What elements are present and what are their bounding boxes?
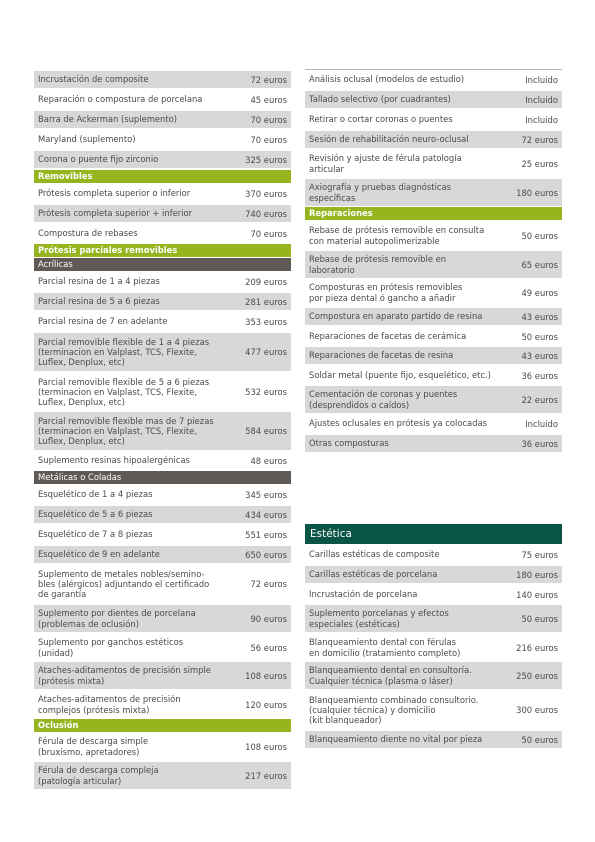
treatment-label: Reparación o compostura de porcelana [38, 94, 203, 105]
treatment-price: 370 euros [245, 188, 287, 199]
treatment-price: 72 euros [521, 134, 558, 145]
treatment-label: Tallado selectivo (por cuadrantes) [309, 94, 451, 105]
price-row [34, 412, 291, 450]
treatment-price: 25 euros [521, 158, 558, 169]
treatment-price: Incluido [525, 418, 558, 429]
treatment-label: Carillas estéticas de composite [309, 549, 440, 560]
price-row [34, 273, 291, 290]
price-row [305, 222, 562, 249]
treatment-price: Incluido [525, 114, 558, 125]
treatment-price: 108 euros [245, 670, 287, 681]
treatment-price: 50 euros [521, 734, 558, 745]
price-row [34, 526, 291, 543]
treatment-label: Parcial removible flexible mas de 7 piezas (terminacion en Valplast, TCS, Flexite, Luflex, Denplux, etc) [38, 415, 214, 447]
treatment-price: 584 euros [245, 426, 287, 436]
treatment-price: 740 euros [245, 208, 287, 219]
treatment-label: Parcial removible flexible de 5 a 6 piezas (terminacion en Valplast, TCS, Flexite, Luflex, Denplux, etc) [38, 376, 210, 408]
treatment-price: 281 euros [245, 296, 287, 307]
price-row [305, 566, 562, 583]
price-row [305, 691, 562, 729]
treatment-price: 180 euros [516, 569, 558, 580]
price-row [305, 586, 562, 603]
treatment-label: Esquelético de 7 a 8 piezas [38, 529, 153, 540]
price-row [34, 151, 291, 168]
treatment-price: 70 euros [250, 114, 287, 125]
treatment-price: 45 euros [250, 94, 287, 105]
treatment-price: 43 euros [521, 311, 558, 322]
treatment-label: Esquelético de 1 a 4 piezas [38, 489, 153, 500]
price-row [34, 486, 291, 503]
section-header: Prótesis parciales removibles [34, 244, 291, 257]
price-row [34, 71, 291, 88]
treatment-label: Blanqueamiento dental con férulas en domicilio (tratamiento completo) [309, 637, 461, 658]
price-row [305, 546, 562, 563]
treatment-price: 353 euros [245, 316, 287, 327]
price-row [34, 333, 291, 371]
treatment-label: Parcial resina de 7 en adelante [38, 316, 168, 327]
treatment-price: 477 euros [245, 347, 287, 357]
price-row [34, 605, 291, 632]
treatment-label: Parcial resina de 1 a 4 piezas [38, 276, 160, 287]
price-row [305, 71, 562, 88]
price-row [305, 386, 562, 413]
treatment-price: 434 euros [245, 509, 287, 520]
treatment-price: 48 euros [250, 455, 287, 466]
treatment-label: Suplemento resinas hipoalergénicas [38, 455, 190, 466]
treatment-label: Esquelético de 5 a 6 piezas [38, 509, 153, 520]
treatment-price: 49 euros [521, 287, 558, 298]
treatment-label: Prótesis completa superior + inferior [38, 208, 193, 219]
price-row [305, 415, 562, 432]
treatment-price: 300 euros [516, 705, 558, 715]
section-header: Oclusión [34, 719, 291, 732]
price-row [34, 205, 291, 222]
treatment-price: 180 euros [516, 187, 558, 198]
treatment-price: 36 euros [521, 438, 558, 449]
section-header: Removibles [34, 170, 291, 183]
treatment-price: 65 euros [521, 259, 558, 270]
treatment-label: Ajustes oclusales en prótesis ya colocadas [309, 418, 488, 429]
price-row [305, 91, 562, 108]
treatment-price: 22 euros [521, 394, 558, 405]
treatment-label: Férula de descarga simple (bruxismo, apretadores) [38, 736, 149, 757]
treatment-label: Prótesis completa superior o inferior [38, 188, 191, 199]
price-row [305, 367, 562, 384]
treatment-price: 108 euros [245, 741, 287, 752]
treatment-label: Barra de Ackerman (suplemento) [38, 114, 178, 125]
treatment-price: 43 euros [521, 350, 558, 361]
treatment-label: Incrustación de porcelana [309, 589, 418, 600]
treatment-label: Cementación de coronas y puentes (desprendidos o caídos) [309, 389, 458, 410]
treatment-price: 72 euros [250, 579, 287, 589]
price-row [305, 279, 562, 306]
treatment-price: Incluido [525, 74, 558, 85]
subsection-header: Acrílicas [34, 258, 291, 271]
price-row [34, 313, 291, 330]
treatment-label: Suplemento por ganchos estéticos (unidad) [38, 637, 184, 658]
price-row [305, 435, 562, 452]
treatment-price: 50 euros [521, 331, 558, 342]
price-row [305, 251, 562, 278]
price-row [34, 506, 291, 523]
top-divider [305, 69, 562, 70]
price-row [34, 131, 291, 148]
price-row [34, 733, 291, 760]
treatment-price: 56 euros [250, 642, 287, 653]
price-row [34, 91, 291, 108]
treatment-price: 551 euros [245, 529, 287, 540]
treatment-price: 50 euros [521, 613, 558, 624]
treatment-price: 70 euros [250, 134, 287, 145]
treatment-price: 50 euros [521, 230, 558, 241]
treatment-price: 72 euros [250, 74, 287, 85]
section-header: Reparaciones [305, 207, 562, 220]
treatment-price: 120 euros [245, 699, 287, 710]
treatment-price: 209 euros [245, 276, 287, 287]
treatment-label: Blanqueamiento dental en consultoría. Cualquier técnica (plasma o láser) [309, 665, 472, 686]
treatment-label: Parcial removible flexible de 1 a 4 piezas (terminacion en Valplast, TCS, Flexite, Luflex, Denplux, etc) [38, 336, 210, 368]
treatment-label: Corona o puente fijo zirconio [38, 154, 159, 165]
treatment-price: 345 euros [245, 489, 287, 500]
section-header: Estética [305, 524, 562, 544]
treatment-label: Otras composturas [309, 438, 389, 449]
price-row [34, 452, 291, 469]
treatment-label: Ataches-aditamentos de precisión simple (prótesis mixta) [38, 665, 211, 686]
treatment-label: Suplemento porcelanas y efectos especiales (estéticas) [309, 608, 449, 629]
treatment-price: 532 euros [245, 387, 287, 397]
price-row [34, 634, 291, 661]
price-row [34, 691, 291, 718]
treatment-price: 325 euros [245, 154, 287, 165]
treatment-price: 75 euros [521, 549, 558, 560]
treatment-label: Revisión y ajuste de férula patología articular [309, 153, 462, 174]
price-row [34, 546, 291, 563]
treatment-label: Maryland (suplemento) [38, 134, 136, 145]
treatment-label: Compostura en aparato partido de resina [309, 311, 483, 322]
treatment-label: Soldar metal (puente fijo, esquelético, etc.) [309, 370, 491, 381]
price-row [34, 293, 291, 310]
price-row [305, 150, 562, 177]
price-row [34, 185, 291, 202]
price-row [34, 662, 291, 689]
price-row [305, 131, 562, 148]
treatment-label: Ataches-aditamentos de precisión complejos (prótesis mixta) [38, 694, 181, 715]
treatment-label: Sesión de rehabilitación neuro-oclusal [309, 134, 469, 145]
treatment-label: Retirar o cortar coronas o puentes [309, 114, 453, 125]
price-row [305, 111, 562, 128]
treatment-label: Suplemento por dientes de porcelana (problemas de oclusión) [38, 608, 196, 629]
treatment-price: 140 euros [516, 589, 558, 600]
price-row [34, 565, 291, 603]
price-row [34, 111, 291, 128]
treatment-label: Blanqueamiento diente no vital por pieza [309, 734, 483, 745]
treatment-label: Reparaciones de facetas de resina [309, 350, 454, 361]
subsection-header: Metálicas o Coladas [34, 471, 291, 484]
treatment-label: Análisis oclusal (modelos de estudio) [309, 74, 465, 85]
price-row [305, 179, 562, 206]
treatment-label: Rebase de prótesis removible en laboratorio [309, 254, 447, 275]
treatment-price: 250 euros [516, 670, 558, 681]
price-row [305, 731, 562, 748]
treatment-label: Compostura de rebases [38, 228, 138, 239]
treatment-price: 216 euros [516, 642, 558, 653]
treatment-label: Reparaciones de facetas de cerámica [309, 331, 467, 342]
treatment-price: 70 euros [250, 228, 287, 239]
treatment-label: Blanqueamiento combinado consultorio. (cualquier técnica) y domicilio (kit blanqueador) [309, 694, 479, 726]
treatment-label: Incrustación de composite [38, 74, 149, 85]
treatment-label: Composturas en prótesis removibles por pieza dental ó gancho a añadir [309, 282, 463, 303]
treatment-price: Incluido [525, 94, 558, 105]
treatment-label: Rebase de prótesis removible en consulta con material autopolimerizable [309, 225, 485, 246]
treatment-label: Férula de descarga compleja (patología articular) [38, 765, 159, 786]
price-row [305, 328, 562, 345]
treatment-label: Esquelético de 9 en adelante [38, 549, 160, 560]
treatment-label: Axiografía y pruebas diagnósticas específicas [309, 182, 452, 203]
treatment-label: Carillas estéticas de porcelana [309, 569, 438, 580]
treatment-price: 217 euros [245, 770, 287, 781]
price-row [305, 605, 562, 632]
price-row [305, 347, 562, 364]
price-row [305, 308, 562, 325]
treatment-label: Suplemento de metales nobles/semino- bles (alérgicos) adjuntando el certificado de garantía [38, 568, 210, 600]
price-row [305, 634, 562, 661]
price-row [34, 373, 291, 411]
treatment-price: 650 euros [245, 549, 287, 560]
price-row [34, 762, 291, 789]
treatment-price: 90 euros [250, 613, 287, 624]
treatment-label: Parcial resina de 5 a 6 piezas [38, 296, 160, 307]
price-row [305, 662, 562, 689]
price-row [34, 225, 291, 242]
treatment-price: 36 euros [521, 370, 558, 381]
